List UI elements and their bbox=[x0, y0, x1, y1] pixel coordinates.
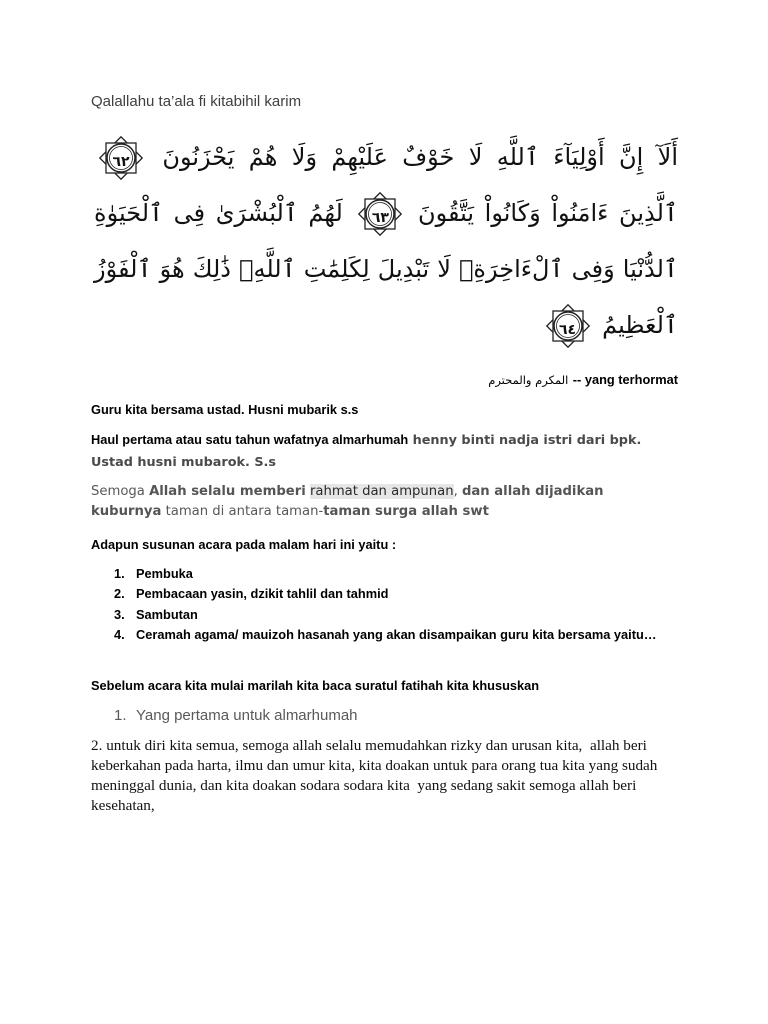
list-number: 4. bbox=[114, 626, 125, 642]
verse-marker bbox=[98, 135, 144, 181]
verse-marker bbox=[357, 191, 403, 237]
prayer-rahmat: rahmat dan ampunan bbox=[309, 484, 454, 499]
list-number: 3. bbox=[114, 606, 125, 622]
list-item bbox=[91, 625, 678, 645]
honorific-latin: -- yang terhormat bbox=[572, 372, 678, 387]
fatihah-intro: Sebelum acara kita mulai marilah kita baca suratul fatihah kita khususkan bbox=[91, 678, 540, 693]
quran-text: ٱلدُّنْيَا وَفِى ٱلْءَاخِرَةِۚ لَا تَبْدِيلَ لِكَلِمَٰتِ ٱللَّهِۚ ذَٰلِكَ هُوَ ٱلْفَوْزُ bbox=[94, 255, 678, 283]
prayer-paragraph bbox=[91, 482, 678, 522]
haul-name-line-1: henny binti nadja istri dari bpk. bbox=[412, 433, 642, 448]
fatihah-list bbox=[91, 707, 678, 725]
quran-text: لَهُمُ ٱلْبُشْرَىٰ فِى ٱلْحَيَوٰةِ bbox=[94, 199, 343, 227]
quran-line-2 bbox=[94, 185, 678, 241]
list-item bbox=[91, 605, 678, 625]
list-text: Yang pertama untuk almarhumah bbox=[136, 707, 358, 724]
honorific-arabic: المكرم والمحترم bbox=[488, 373, 569, 387]
agenda-intro: Adapun susunan acara pada malam hari ini yaitu : bbox=[91, 537, 397, 552]
prayer-dijadikan: dan allah dijadikan bbox=[461, 484, 604, 499]
prayer-taman: taman di antara taman- bbox=[165, 504, 324, 519]
fatihah-second-paragraph: 2. untuk diri kita semua, semoga allah selalu memudahkan rizky dan urusan kita, allah beri keberkahan pada harta, ilmu dan umur kita, kita doakan untuk para orang tua kita yang sudah meninggal dunia, dan kita doakan sodara sodara kita yang sedang sakit semoga allah beri kesehatan, bbox=[91, 737, 662, 814]
quran-text: أَلَآ إِنَّ أَوْلِيَآءَ ٱللَّهِ لَا خَوْفٌ عَلَيْهِمْ وَلَا هُمْ يَحْزَنُونَ bbox=[162, 143, 678, 171]
prayer-allah-memberi: Allah selalu memberi bbox=[149, 484, 306, 499]
list-text: Ceramah agama/ mauizoh hasanah yang akan disampaikan guru kita bersama yaitu… bbox=[136, 626, 657, 642]
verse-number: ٦٢ bbox=[112, 154, 130, 170]
quran-line-1 bbox=[94, 129, 678, 185]
quran-line-4 bbox=[94, 297, 678, 353]
quran-verses bbox=[94, 129, 678, 353]
quran-text: ٱلْعَظِيمُ bbox=[602, 311, 678, 339]
verse-marker bbox=[545, 303, 591, 349]
agenda-list bbox=[91, 564, 678, 645]
honorific-line bbox=[91, 371, 678, 389]
prayer-semoga: Semoga bbox=[91, 484, 145, 499]
list-text: Pembacaan yasin, dzikit tahlil dan tahmid bbox=[136, 586, 389, 602]
quran-line-3 bbox=[94, 241, 678, 297]
list-text: Pembuka bbox=[136, 566, 193, 581]
haul-paragraph bbox=[91, 429, 678, 473]
intro-line: Qalallahu ta’ala fi kitabihil karim bbox=[91, 93, 302, 110]
list-item bbox=[91, 707, 678, 725]
prayer-surga: taman surga allah swt bbox=[323, 504, 489, 519]
quran-text: ٱلَّذِينَ ءَامَنُواْ وَكَانُواْ يَتَّقُونَ bbox=[417, 199, 678, 227]
greeting-line: Guru kita bersama ustad. Husni mubarik s.s bbox=[91, 402, 359, 417]
verse-number: ٦٤ bbox=[558, 322, 577, 338]
prayer-comma: , bbox=[453, 484, 458, 499]
verse-number: ٦٣ bbox=[371, 210, 389, 226]
list-number: 1. bbox=[114, 707, 127, 724]
list-item bbox=[91, 584, 678, 604]
list-number: 2. bbox=[114, 586, 125, 602]
list-number: 1. bbox=[114, 566, 125, 581]
list-text: Sambutan bbox=[136, 606, 198, 622]
haul-lead: Haul pertama atau satu tahun wafatnya almarhumah bbox=[91, 432, 409, 447]
haul-name-line-2: Ustad husni mubarok. S.s bbox=[91, 455, 277, 470]
prayer-kuburnya: kuburnya bbox=[91, 504, 162, 519]
list-item bbox=[91, 564, 678, 584]
